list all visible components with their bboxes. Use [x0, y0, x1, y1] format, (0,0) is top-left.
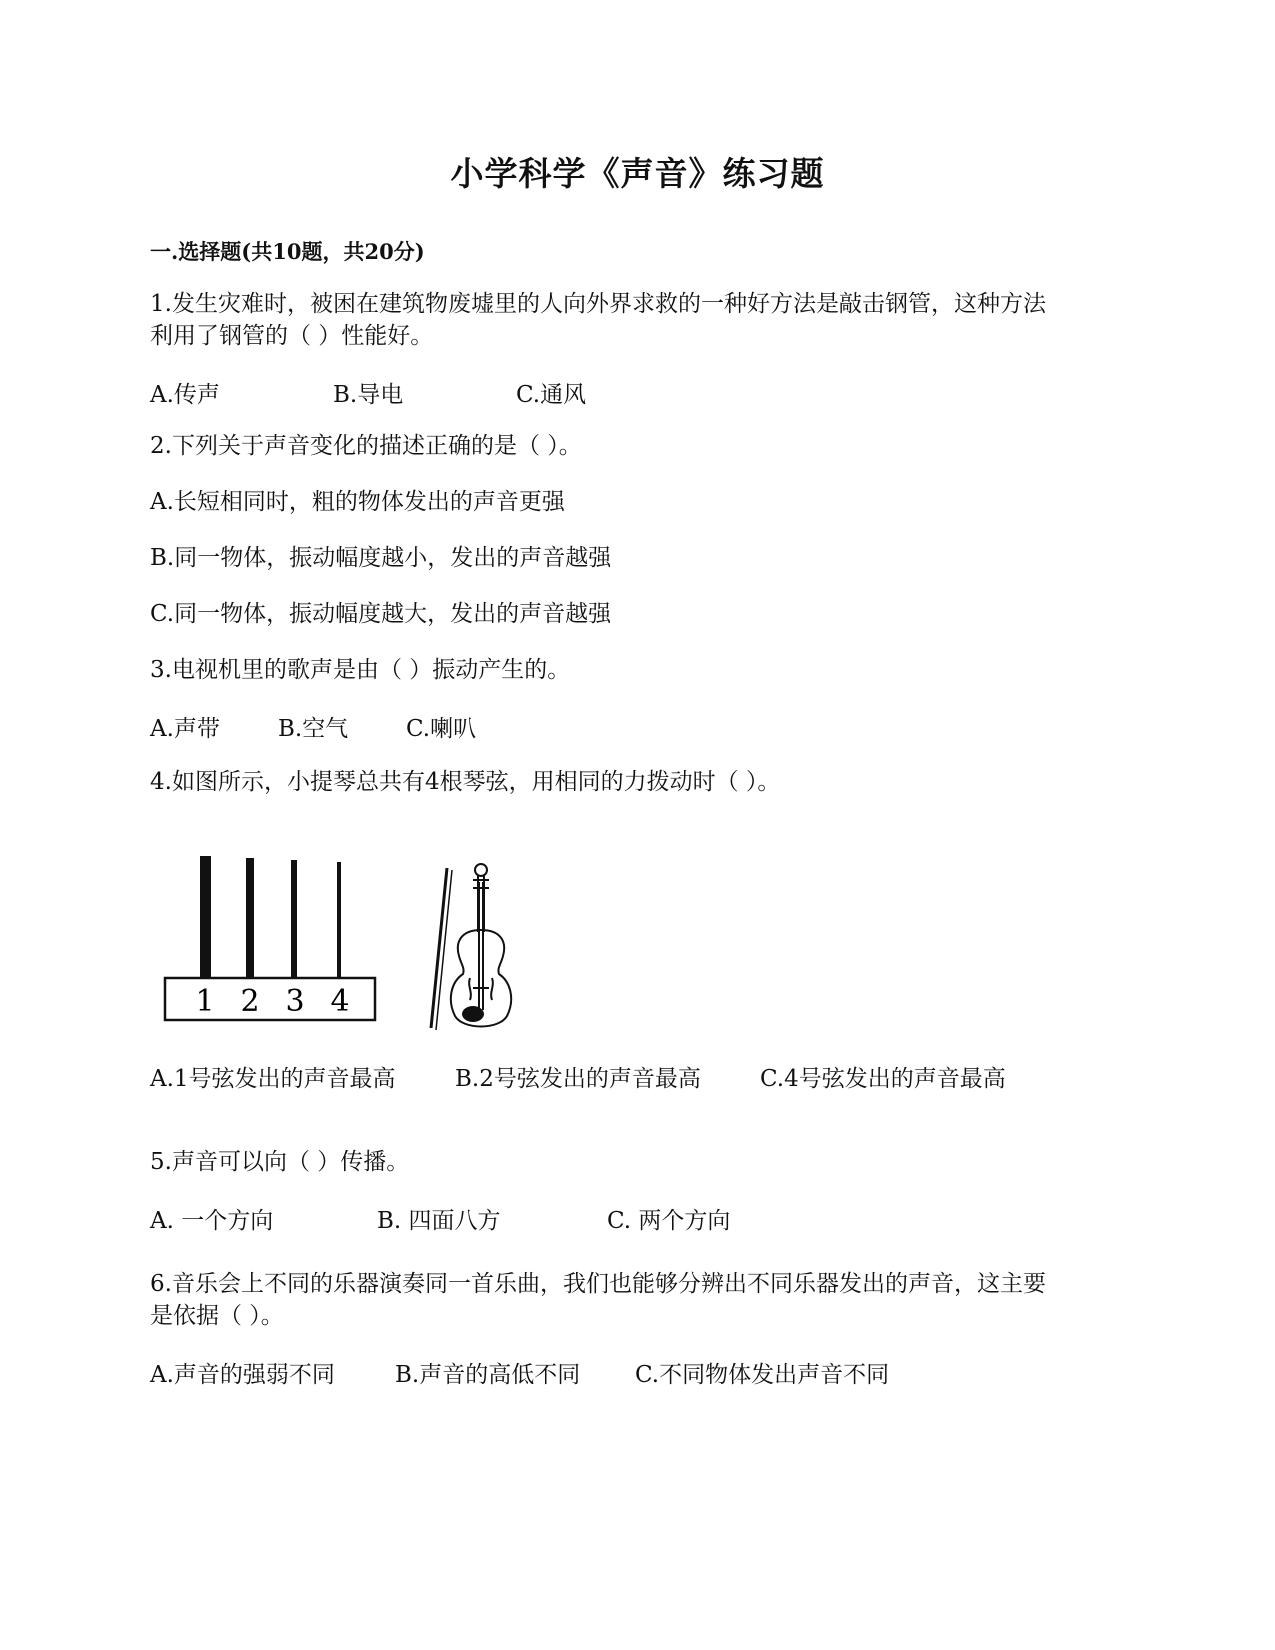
question-6-line-2: 是依据（ ）。 [150, 1303, 284, 1329]
question-3-stem: 3.电视机里的歌声是由（ ）振动产生的。 [150, 657, 571, 683]
violin-strings-diagram [160, 848, 380, 1023]
question-1-option-b: B.导电 [333, 382, 404, 408]
question-2-option-a: A.长短相同时，粗的物体发出的声音更强 [150, 489, 565, 515]
string-4 [337, 862, 341, 978]
question-1-option-c: C.通风 [516, 382, 587, 408]
question-5-stem: 5.声音可以向（ ）传播。 [150, 1149, 410, 1175]
question-1-line-2: 利用了钢管的（ ）性能好。 [150, 323, 434, 349]
question-1-option-a: A.传声 [150, 382, 220, 408]
string-2 [246, 858, 254, 978]
violin-illustration [425, 860, 535, 1040]
string-label-2: 2 [240, 984, 260, 1019]
string-3 [291, 860, 297, 978]
question-1-line-1: 1.发生灾难时，被困在建筑物废墟里的人向外界求救的一种好方法是敲击钢管，这种方法 [150, 291, 1046, 317]
question-5-option-b: B. 四面八方 [377, 1208, 501, 1234]
question-3-option-c: C.喇叭 [406, 716, 477, 742]
question-6-option-b: B.声音的高低不同 [395, 1362, 581, 1388]
question-4-option-c: C.4号弦发出的声音最高 [760, 1066, 1006, 1092]
question-4-option-a: A.1号弦发出的声音最高 [150, 1066, 396, 1092]
question-6-option-a: A.声音的强弱不同 [150, 1362, 335, 1388]
violin-icon [431, 864, 511, 1030]
question-2-option-b: B.同一物体，振动幅度越小，发出的声音越强 [150, 545, 612, 571]
page-title: 小学科学《声音》练习题 [450, 154, 825, 193]
section-heading: 一.选择题(共10题，共20分) [150, 239, 425, 264]
question-6-line-1: 6.音乐会上不同的乐器演奏同一首乐曲，我们也能够分辨出不同乐器发出的声音，这主要 [150, 1271, 1046, 1297]
question-6-option-c: C.不同物体发出声音不同 [635, 1362, 890, 1388]
question-3-option-a: A.声带 [150, 716, 220, 742]
question-2-option-c: C.同一物体，振动幅度越大，发出的声音越强 [150, 601, 612, 627]
violin-chinrest-shading [462, 1006, 484, 1022]
string-label-3: 3 [285, 984, 305, 1019]
question-4-stem: 4.如图所示，小提琴总共有4根琴弦，用相同的力拨动时（ ）。 [150, 769, 781, 795]
question-5-option-c: C. 两个方向 [607, 1208, 731, 1234]
string-label-1: 1 [195, 984, 215, 1019]
question-2-stem: 2.下列关于声音变化的描述正确的是（ ）。 [150, 433, 582, 459]
question-3-option-b: B.空气 [278, 716, 349, 742]
question-5-option-a: A. 一个方向 [150, 1208, 274, 1234]
string-1 [200, 856, 211, 978]
question-4-option-b: B.2号弦发出的声音最高 [455, 1066, 701, 1092]
string-label-4: 4 [330, 984, 350, 1019]
